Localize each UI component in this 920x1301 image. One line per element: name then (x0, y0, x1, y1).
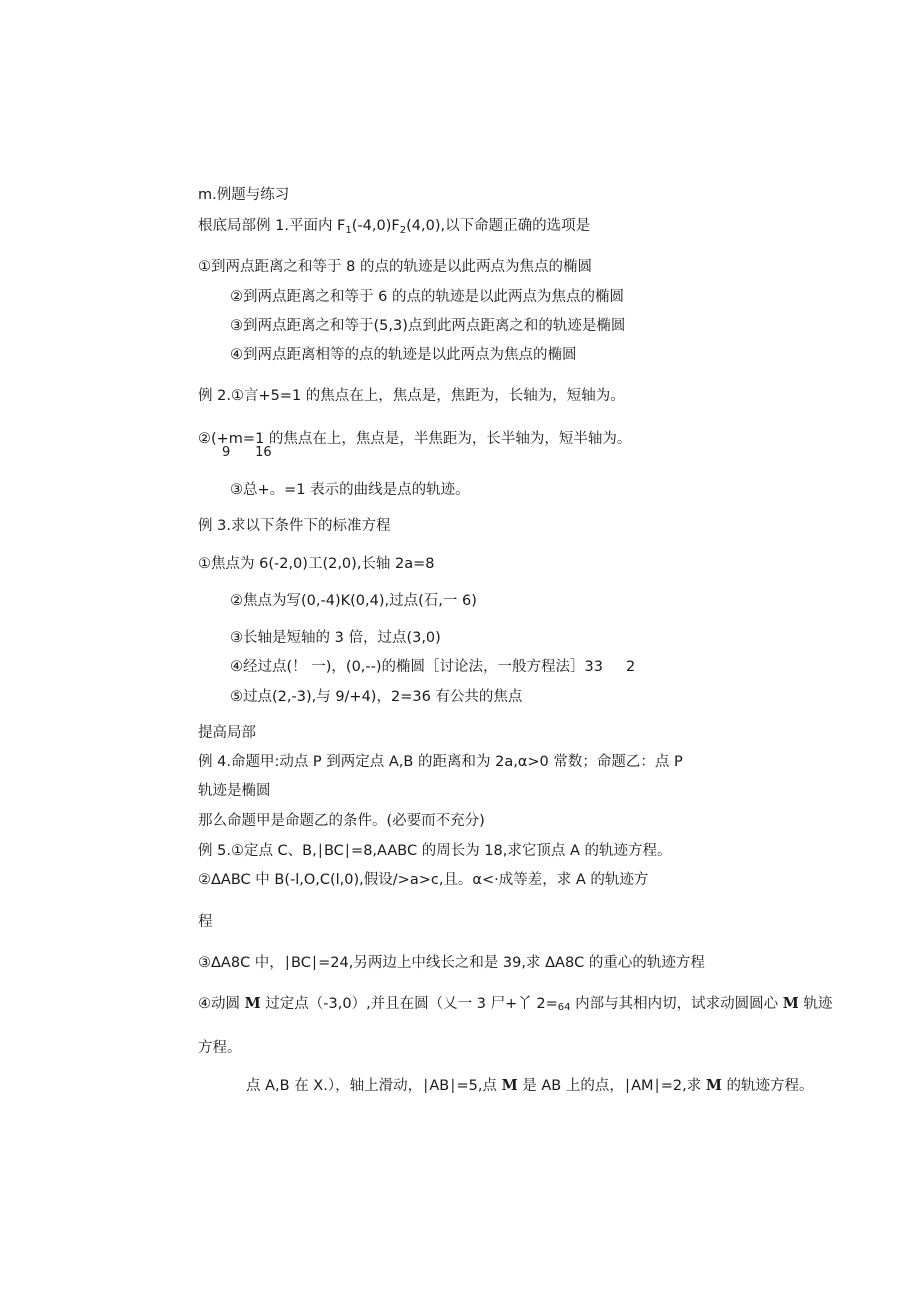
example-1-option: ①到两点距离之和等于 8 的点的轨迹是以此两点为焦点的椭圆 (198, 259, 592, 275)
advanced-section-title: 提高局部 (198, 725, 256, 741)
subscript-2: 2 (399, 225, 407, 236)
example-4-line-2: 轨迹是椭圆 (198, 783, 271, 799)
example-5-part-1: 例 5.①定点 C、B,∣BC∣=8,AABC 的周长为 18,求它顶点 A 的轨迹方程。 (198, 843, 672, 859)
example-5-part-4-b: 过定点（-3,0）,并且在圆（乂一 3 尸+丫 2= (260, 996, 558, 1012)
example-1-option: ③到两点距离之和等于(5,3)点到此两点距离之和的轨迹是椭圆 (230, 318, 626, 334)
example-1-text-a: 根底局部例 1.平面内 F (198, 218, 346, 234)
example-1-text-c: (4,0),以下命题正确的选项是 (406, 218, 591, 234)
example-4-line-1: 例 4.命题甲:动点 P 到两定点 A,B 的距离和为 2a,α>0 常数；命题乙：点 P (198, 754, 683, 770)
symbol-m: M (705, 1077, 722, 1094)
symbol-m: M (782, 995, 799, 1012)
example-5-part-2-cont: 程 (198, 914, 213, 930)
example-5-part-4-d: 轨迹 (798, 996, 833, 1012)
example-1-option: ④到两点距离相等的点的轨迹是以此两点为焦点的椭圆 (230, 347, 577, 363)
example-5-part-5-a: 点 A,B 在 X.），轴上滑动，∣AB∣=5,点 (246, 1078, 502, 1094)
example-5-part-3: ③ΔA8C 中，∣BC∣=24,另两边上中线长之和是 39,求 ΔA8C 的重心的轨迹方程 (198, 955, 705, 971)
example-1-text-b: (-4,0)F (351, 218, 400, 234)
example-5-part-2: ②ΔABC 中 B(-l,O,C(l,0),假设/>a>c,且。α<·成等差，求 A 的轨迹方 (198, 872, 649, 888)
example-5-part-5-c: 的轨迹方程。 (721, 1078, 814, 1094)
symbol-m: M (244, 995, 261, 1012)
subscript-1: 1 (345, 225, 352, 236)
subscript-64: 64 (557, 1002, 571, 1013)
example-1-option: ②到两点距离之和等于 6 的点的轨迹是以此两点为焦点的椭圆 (230, 289, 624, 305)
example-2-part-2: ②(+m=1 的焦点在上，焦点是，半焦距为，长半轴为，短半轴为。 (198, 431, 632, 447)
example-5-part-4-a: ④动圆 (198, 996, 245, 1012)
example-2-part-3: ③总+。=1 表示的曲线是点的轨迹。 (230, 482, 470, 498)
example-5-part-5 (246, 1077, 814, 1095)
example-5-part-4-cont: 方程。 (198, 1040, 242, 1056)
example-3-title: 例 3.求以下条件下的标准方程 (198, 518, 391, 534)
example-5-part-5-b: 是 AB 上的点，∣AM∣=2,求 (517, 1078, 706, 1094)
example-3-item: ③长轴是短轴的 3 倍，过点(3,0) (230, 630, 441, 646)
example-2-denominators: 9 16 (222, 445, 272, 460)
example-4-answer: 那么命题甲是命题乙的条件。(必要而不充分) (198, 813, 485, 829)
symbol-m: M (501, 1077, 518, 1094)
section-title: m.例题与练习 (198, 187, 290, 203)
example-3-item: ②焦点为写(0,-4)K(0,4),过点(石,一 6) (230, 593, 477, 609)
example-2-part-1: 例 2.①言+5=1 的焦点在上，焦点是，焦距为，长轴为，短轴为。 (198, 388, 625, 404)
example-3-item: ①焦点为 6(-2,0)工(2,0),长轴 2a=8 (198, 556, 435, 572)
example-5-part-4 (198, 995, 832, 1017)
example-3-item: ⑤过点(2,-3),与 9/+4)，2=36 有公共的焦点 (230, 689, 523, 705)
example-5-part-4-c: 内部与其相内切，试求动圆圆心 (570, 996, 783, 1012)
example-3-item: ④经过点(！ 一)，(0,--)的椭圆［讨论法，一般方程法］33 2 (230, 659, 636, 675)
example-1-stem (198, 217, 590, 240)
